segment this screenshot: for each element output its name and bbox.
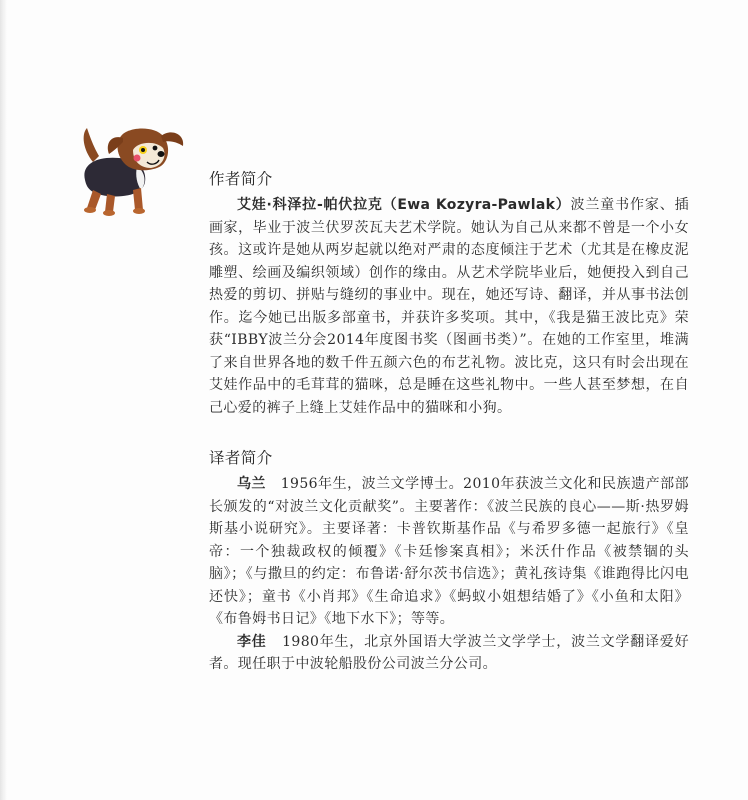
translator-bio-2: 1980年生，北京外国语大学波兰文学学士，波兰文学翻译爱好者。现任职于中波轮船股份公司波兰分公司。 — [209, 633, 689, 672]
translator-name-1: 乌兰 — [237, 476, 266, 492]
content-column — [209, 168, 689, 676]
dog-illustration — [71, 120, 191, 220]
author-section-title: 作者简介 — [209, 170, 273, 188]
translator-paragraph-1 — [209, 473, 689, 631]
translator-section-title: 译者简介 — [209, 449, 273, 467]
author-bio-text: 波兰童书作家、插画家，毕业于波兰伏罗茨瓦夫艺术学院。她认为自己从来都不曾是一个小女孩。这或许是她从两岁起就以绝对严肃的态度倾注于艺术（尤其是在橡皮泥雕塑、绘画及编织领域）创作的缘由。从艺术学院毕业后，她便投入到自己热爱的剪切、拼贴与缝纫的事业中。现在，她还写诗、翻译，并从事书法创作。迄今她已出版多部童书，并获许多奖项。其中，《我是猫王波比克》荣获“IBBY波兰分会2014年度图书奖（图画书类）”。在她的工作室里，堆满了来自世界各地的数千件五颜六色的布艺礼物。波比克，这只有时会出现在艾娃作品中的毛茸茸的猫咪，总是睡在这些礼物中。一些人甚至梦想，在自己心爱的裤子上缝上艾娃作品中的猫咪和小狗。 — [209, 197, 689, 416]
translator-name-2: 李佳 — [237, 633, 267, 650]
translator-paragraph-2 — [209, 631, 689, 676]
author-paragraph — [209, 194, 689, 419]
translator-bio-1: 1956年生，波兰文学博士。2010年获波兰文化和民族遗产部部长颁发的“对波兰文化贡献奖”。主要著作：《波兰民族的良心——斯·热罗姆斯基小说研究》。主要译著：卡普钦斯基作品《与希罗多德一起旅行》《皇帝：一个独裁政权的倾覆》《卡廷惨案真相》；米沃什作品《被禁锢的头脑》；《与撒旦的约定：布鲁诺·舒尔茨书信选》；黄礼孩诗集《谁跑得比闪电还快》；童书《小肖邦》《生命追求》《蚂蚁小姐想结婚了》《小鱼和太阳》《布鲁姆书日记》《地下水下》；等等。 — [209, 476, 689, 627]
author-name: 艾娃·科泽拉-帕伏拉克（Ewa Kozyra-Pawlak） — [237, 197, 571, 213]
page-spine-shadow — [1, 0, 7, 800]
